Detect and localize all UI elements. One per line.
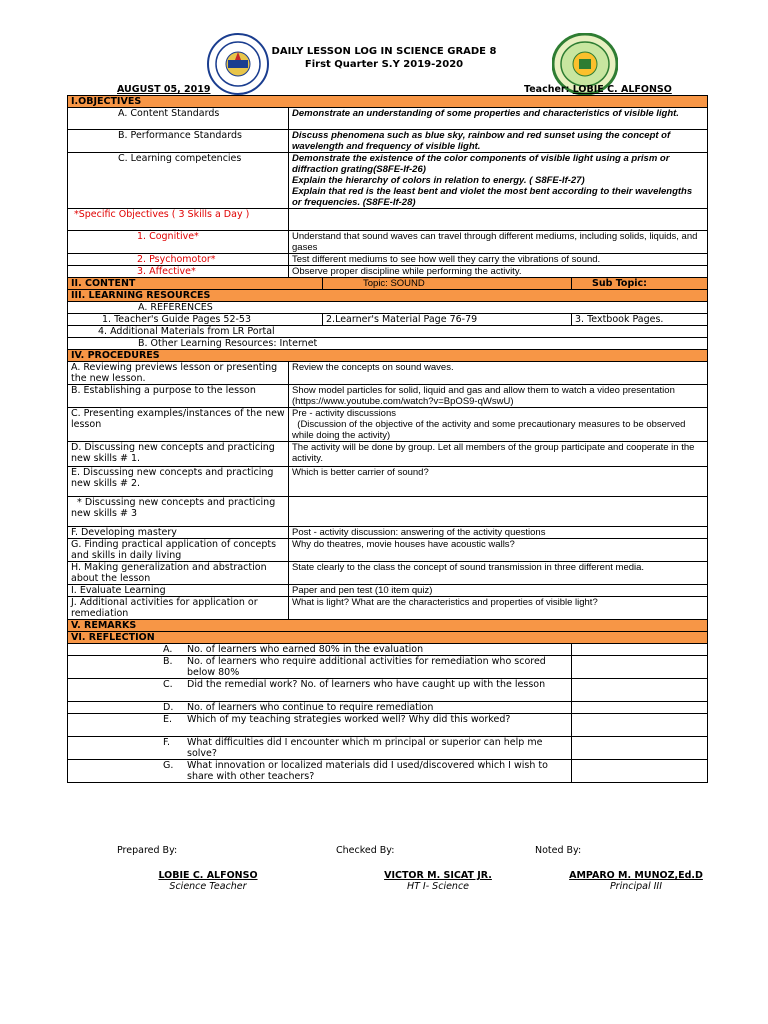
noted-by-label: Noted By:	[535, 845, 582, 856]
cognitive-value: Understand that sound waves can travel through different mediums, including solids, liquids, and gases	[289, 231, 708, 254]
psychomotor-value: Test different mediums to see how well they carry the vibrations of sound.	[289, 254, 708, 266]
objectives-header-row	[68, 96, 708, 108]
specific-objectives-label: *Specific Objectives ( 3 Skills a Day )	[68, 209, 289, 231]
reflection-text: What innovation or localized materials did I used/discovered which I wish to share with other teachers?	[187, 760, 548, 782]
reflection-answer-cell[interactable]	[572, 737, 708, 760]
procedure-label: * Discussing new concepts and practicing new skills # 3	[68, 497, 289, 527]
procedure-label: D. Discussing new concepts and practicing new skills # 1.	[68, 442, 289, 467]
checked-signature	[358, 870, 518, 892]
competency-1: Demonstrate the existence of the color components of visible light using a prism or diffraction grating(S8FE-If-26)	[292, 153, 670, 175]
cognitive-label: 1. Cognitive*	[68, 231, 289, 254]
content-heading: II. CONTENT	[68, 278, 323, 290]
procedure-value: State clearly to the class the concept of sound transmission in three different media.	[289, 562, 708, 585]
prepared-title: Science Teacher	[169, 881, 247, 892]
procedure-label: H. Making generalization and abstraction about the lesson	[68, 562, 289, 585]
resources-header-row	[68, 290, 708, 302]
page-subtitle: First Quarter S.Y 2019-2020	[304, 59, 464, 70]
procedure-label: I. Evaluate Learning	[68, 585, 289, 597]
page-title: DAILY LESSON LOG IN SCIENCE GRADE 8	[271, 46, 497, 57]
remarks-header-row	[68, 620, 708, 632]
procedure-value: Why do theatres, movie houses have acoustic walls?	[289, 539, 708, 562]
procedure-row	[68, 408, 708, 442]
textbook-pages: 3. Textbook Pages.	[572, 314, 708, 326]
procedure-row	[68, 385, 708, 408]
procedure-label: J. Additional activities for application or remediation	[68, 597, 289, 620]
procedure-value	[289, 497, 708, 527]
references-row	[68, 302, 708, 314]
procedure-value: The activity will be done by group. Let all members of the group participate and cooperate in the activity.	[289, 442, 708, 467]
objectives-heading: I.OBJECTIVES	[68, 96, 708, 108]
psychomotor-row	[68, 254, 708, 266]
reflection-text: What difficulties did I encounter which m principal or superior can help me solve?	[187, 737, 543, 759]
reflection-row	[68, 737, 708, 760]
competency-3: Explain that red is the least bent and violet the most bent according to their wavelengths or frequencies. (S8FE-If-28)	[292, 186, 693, 208]
procedure-row	[68, 442, 708, 467]
reflection-row	[68, 644, 708, 656]
procedure-value: Which is better carrier of sound?	[289, 467, 708, 497]
learning-competencies-value	[289, 153, 708, 209]
affective-row	[68, 266, 708, 278]
content-standards-label: A. Content Standards	[68, 108, 289, 130]
checked-name: VICTOR M. SICAT JR.	[384, 870, 492, 881]
remarks-heading: V. REMARKS	[68, 620, 708, 632]
teacher-line	[524, 84, 672, 95]
reflection-letter: E.	[163, 714, 173, 725]
procedures-heading: IV. PROCEDURES	[68, 350, 708, 362]
noted-name: AMPARO M. MUNOZ,Ed.D	[569, 870, 703, 881]
other-resources: B. Other Learning Resources: Internet	[68, 338, 708, 350]
reflection-letter: G.	[163, 760, 174, 771]
prepared-name: LOBIE C. ALFONSO	[158, 870, 258, 881]
procedure-row	[68, 585, 708, 597]
performance-standards-label: B. Performance Standards	[68, 130, 289, 153]
teacher-label: Teacher:	[524, 84, 570, 95]
procedure-value: What is light? What are the characteristics and properties of visible light?	[289, 597, 708, 620]
reflection-row	[68, 656, 708, 679]
checked-by-label: Checked By:	[336, 845, 395, 856]
performance-standards-value: Discuss phenomena such as blue sky, rainbow and red sunset using the concept of wavelength and frequency of visible light.	[289, 130, 708, 153]
procedure-value: Post - activity discussion: answering of the activity questions	[289, 527, 708, 539]
content-subtopic: Sub Topic:	[572, 278, 708, 290]
reflection-answer-cell[interactable]	[572, 760, 708, 783]
reflection-row	[68, 714, 708, 737]
learning-competencies-label: C. Learning competencies	[68, 153, 289, 209]
psychomotor-label: 2. Psychomotor*	[68, 254, 289, 266]
affective-label: 3. Affective*	[68, 266, 289, 278]
procedure-value: Paper and pen test (10 item quiz)	[289, 585, 708, 597]
procedure-row	[68, 597, 708, 620]
cognitive-row	[68, 231, 708, 254]
procedure-row	[68, 497, 708, 527]
reflection-text: Did the remedial work? No. of learners who have caught up with the lesson	[187, 679, 546, 690]
learning-competencies-row	[68, 153, 708, 209]
procedure-label: B. Establishing a purpose to the lesson	[68, 385, 289, 408]
reflection-letter: B.	[163, 656, 173, 667]
reflection-letter: C.	[163, 679, 173, 690]
specific-objectives-row	[68, 209, 708, 231]
reflection-text: No. of learners who require additional activities for remediation who scored below 80%	[187, 656, 546, 678]
reflection-text: No. of learners who continue to require remediation	[187, 702, 434, 713]
procedure-value: Pre - activity discussions (Discussion of the objective of the activity and some precautionary measures to be observed while doing the activity)	[289, 408, 708, 442]
procedure-row	[68, 362, 708, 385]
reflection-row	[68, 760, 708, 783]
reflection-answer-cell[interactable]	[572, 714, 708, 737]
prepared-signature	[128, 870, 288, 892]
procedure-row	[68, 539, 708, 562]
reflection-text: No. of learners who earned 80% in the evaluation	[187, 644, 424, 655]
procedure-row	[68, 467, 708, 497]
reflection-heading: VI. REFLECTION	[68, 632, 708, 644]
reflection-answer-cell[interactable]	[572, 702, 708, 714]
procedure-label: F. Developing mastery	[68, 527, 289, 539]
noted-title: Principal III	[609, 881, 663, 892]
competency-2: Explain the hierarchy of colors in relation to energy. ( S8FE-If-27)	[292, 175, 585, 186]
content-standards-value: Demonstrate an understanding of some properties and characteristics of visible light.	[289, 108, 708, 130]
reflection-letter: A.	[163, 644, 173, 655]
learners-material-pages: 2.Learner's Material Page 76-79	[323, 314, 572, 326]
noted-signature	[556, 870, 716, 892]
other-resources-row	[68, 338, 708, 350]
procedure-label: E. Discussing new concepts and practicing new skills # 2.	[68, 467, 289, 497]
procedures-header-row	[68, 350, 708, 362]
procedure-label: A. Reviewing previews lesson or presenting the new lesson.	[68, 362, 289, 385]
reflection-row	[68, 679, 708, 702]
reflection-answer-cell[interactable]	[572, 679, 708, 702]
content-topic: Topic: SOUND	[323, 278, 572, 290]
affective-value: Observe proper discipline while performing the activity.	[289, 266, 708, 278]
prepared-by-label: Prepared By:	[117, 845, 178, 856]
guide-pages-row	[68, 314, 708, 326]
reflection-letter: D.	[163, 702, 174, 713]
performance-standards-row	[68, 130, 708, 153]
procedure-value: Show model particles for solid, liquid and gas and allow them to watch a video presentation (https://www.youtube.com/watch?v=BpOS9-qWswU)	[289, 385, 708, 408]
content-header-row	[68, 278, 708, 290]
teacher-name: LOBIE C. ALFONSO	[572, 84, 672, 95]
procedure-value: Review the concepts on sound waves.	[289, 362, 708, 385]
teachers-guide-pages: 1. Teacher's Guide Pages 52-53	[68, 314, 323, 326]
additional-materials: 4. Additional Materials from LR Portal	[68, 326, 708, 338]
additional-materials-row	[68, 326, 708, 338]
reflection-answer-cell[interactable]	[572, 644, 708, 656]
lesson-log-table	[67, 95, 708, 783]
content-standards-row	[68, 108, 708, 130]
resources-heading: III. LEARNING RESOURCES	[68, 290, 708, 302]
procedure-label: C. Presenting examples/instances of the new lesson	[68, 408, 289, 442]
checked-title: HT I- Science	[406, 881, 470, 892]
reflection-answer-cell[interactable]	[572, 656, 708, 679]
references-label: A. REFERENCES	[68, 302, 708, 314]
reflection-row	[68, 702, 708, 714]
procedure-row	[68, 527, 708, 539]
reflection-header-row	[68, 632, 708, 644]
lesson-date: AUGUST 05, 2019	[117, 84, 211, 95]
procedure-row	[68, 562, 708, 585]
procedure-label: G. Finding practical application of concepts and skills in daily living	[68, 539, 289, 562]
reflection-text: Which of my teaching strategies worked well? Why did this worked?	[187, 714, 511, 725]
reflection-letter: F.	[163, 737, 170, 748]
